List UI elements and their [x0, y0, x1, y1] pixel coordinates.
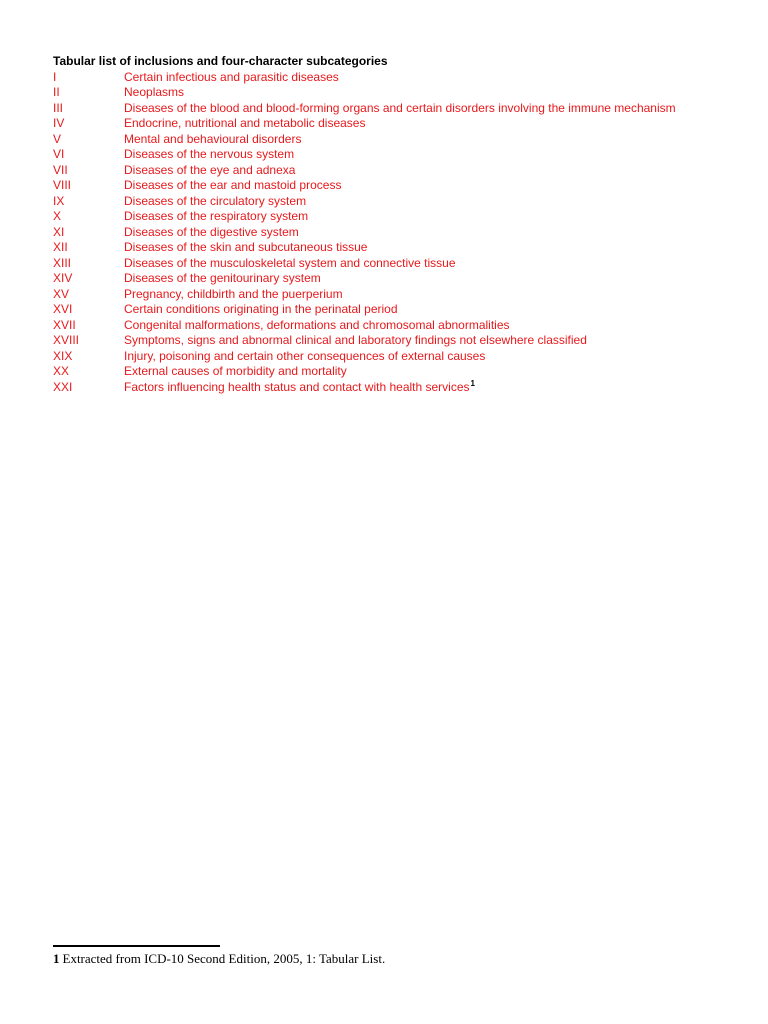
chapter-title-text: Neoplasms — [124, 85, 185, 99]
chapter-row — [53, 70, 753, 86]
chapter-title — [124, 147, 753, 163]
chapter-number: VIII — [53, 178, 72, 192]
chapter-title — [124, 101, 753, 117]
chapter-number: XII — [53, 240, 68, 254]
chapter-title-text: Diseases of the genitourinary system — [124, 271, 321, 285]
chapter-title — [124, 287, 753, 303]
chapter-row — [53, 333, 753, 349]
chapter-row — [53, 163, 753, 179]
chapter-title-text: Injury, poisoning and certain other consequences of external causes — [124, 348, 486, 363]
chapter-row — [53, 147, 753, 163]
chapter-row — [53, 240, 753, 256]
chapter-title-text: Symptoms, signs and abnormal clinical and laboratory findings not elsewhere classified — [124, 333, 587, 347]
chapter-title-text: Diseases of the skin and subcutaneous tissue — [124, 240, 368, 254]
chapter-title-text: Mental and behavioural disorders — [124, 131, 302, 146]
chapter-title-text: Diseases of the blood and blood-forming organs and certain disorders involving the immune mechanism — [124, 100, 676, 115]
chapter-number: XV — [53, 286, 70, 301]
chapter-number: I — [53, 69, 57, 84]
chapter-title — [124, 225, 753, 241]
chapter-number: XVIII — [53, 333, 80, 347]
chapter-number: III — [53, 100, 64, 115]
chapter-number: IX — [53, 193, 65, 208]
chapter-row — [53, 178, 753, 194]
footnote-divider — [53, 945, 220, 947]
chapter-title — [124, 163, 753, 179]
footnote-text: Extracted from ICD-10 Second Edition, 2005, 1: Tabular List. — [62, 951, 386, 966]
chapter-row — [53, 101, 753, 117]
chapter-number: XVI — [53, 302, 73, 316]
document-body — [53, 54, 753, 395]
chapter-number: II — [53, 85, 60, 99]
chapter-title — [124, 380, 753, 396]
chapter-row — [53, 364, 753, 380]
page-heading: Tabular list of inclusions and four-character subcategories — [53, 54, 388, 68]
chapter-number: XIV — [53, 271, 73, 285]
chapter-title — [124, 240, 753, 256]
chapter-title — [124, 364, 753, 380]
chapter-row — [53, 318, 753, 334]
chapter-title-text: Certain infectious and parasitic diseases — [124, 69, 339, 84]
chapter-number: XIX — [53, 348, 73, 363]
chapter-title-text: Diseases of the nervous system — [124, 147, 295, 161]
footnote-number: 1 — [53, 951, 60, 966]
chapter-row — [53, 225, 753, 241]
chapter-title — [124, 116, 753, 132]
chapter-title — [124, 256, 753, 272]
chapter-title-text: Diseases of the circulatory system — [124, 193, 307, 208]
chapter-number: XX — [53, 364, 70, 378]
chapter-row — [53, 132, 753, 148]
chapter-title — [124, 318, 753, 334]
chapter-title — [124, 194, 753, 210]
chapter-title-text: Factors influencing health status and contact with health services — [124, 379, 470, 394]
chapter-number: XIII — [53, 255, 72, 270]
chapter-title-text: Congenital malformations, deformations and chromosomal abnormalities — [124, 317, 510, 332]
chapter-title-text: Endocrine, nutritional and metabolic diseases — [124, 116, 366, 130]
chapter-title — [124, 178, 753, 194]
chapter-number: XXI — [53, 379, 73, 394]
chapter-row — [53, 209, 753, 225]
chapter-row — [53, 116, 753, 132]
chapter-title-text: Diseases of the ear and mastoid process — [124, 178, 342, 192]
chapter-row — [53, 271, 753, 287]
chapter-title — [124, 271, 753, 287]
chapter-title — [124, 333, 753, 349]
chapter-title — [124, 70, 753, 86]
chapter-row — [53, 287, 753, 303]
chapter-title-text: External causes of morbidity and mortality — [124, 364, 347, 378]
chapter-title-text: Diseases of the respiratory system — [124, 209, 309, 223]
chapter-number: XVII — [53, 317, 76, 332]
chapter-title-text: Certain conditions originating in the perinatal period — [124, 302, 398, 316]
footnote — [53, 951, 385, 967]
chapter-number: VI — [53, 147, 65, 161]
chapter-number: V — [53, 131, 62, 146]
chapter-list — [53, 70, 753, 396]
chapter-title-text: Pregnancy, childbirth and the puerperium — [124, 286, 343, 301]
chapter-title-text: Diseases of the digestive system — [124, 224, 299, 239]
chapter-number: X — [53, 209, 62, 223]
chapter-number: IV — [53, 116, 65, 130]
chapter-row — [53, 256, 753, 272]
chapter-title-text: Diseases of the musculoskeletal system and connective tissue — [124, 255, 456, 270]
chapter-row — [53, 302, 753, 318]
footnote-reference: 1 — [470, 378, 475, 388]
chapter-title — [124, 85, 753, 101]
chapter-number: XI — [53, 224, 65, 239]
chapter-title — [124, 349, 753, 365]
chapter-title — [124, 302, 753, 318]
chapter-row — [53, 85, 753, 101]
chapter-title — [124, 132, 753, 148]
chapter-number: VII — [53, 162, 68, 177]
chapter-row — [53, 349, 753, 365]
chapter-title-text: Diseases of the eye and adnexa — [124, 162, 296, 177]
chapter-row — [53, 194, 753, 210]
chapter-row — [53, 380, 753, 396]
chapter-title — [124, 209, 753, 225]
